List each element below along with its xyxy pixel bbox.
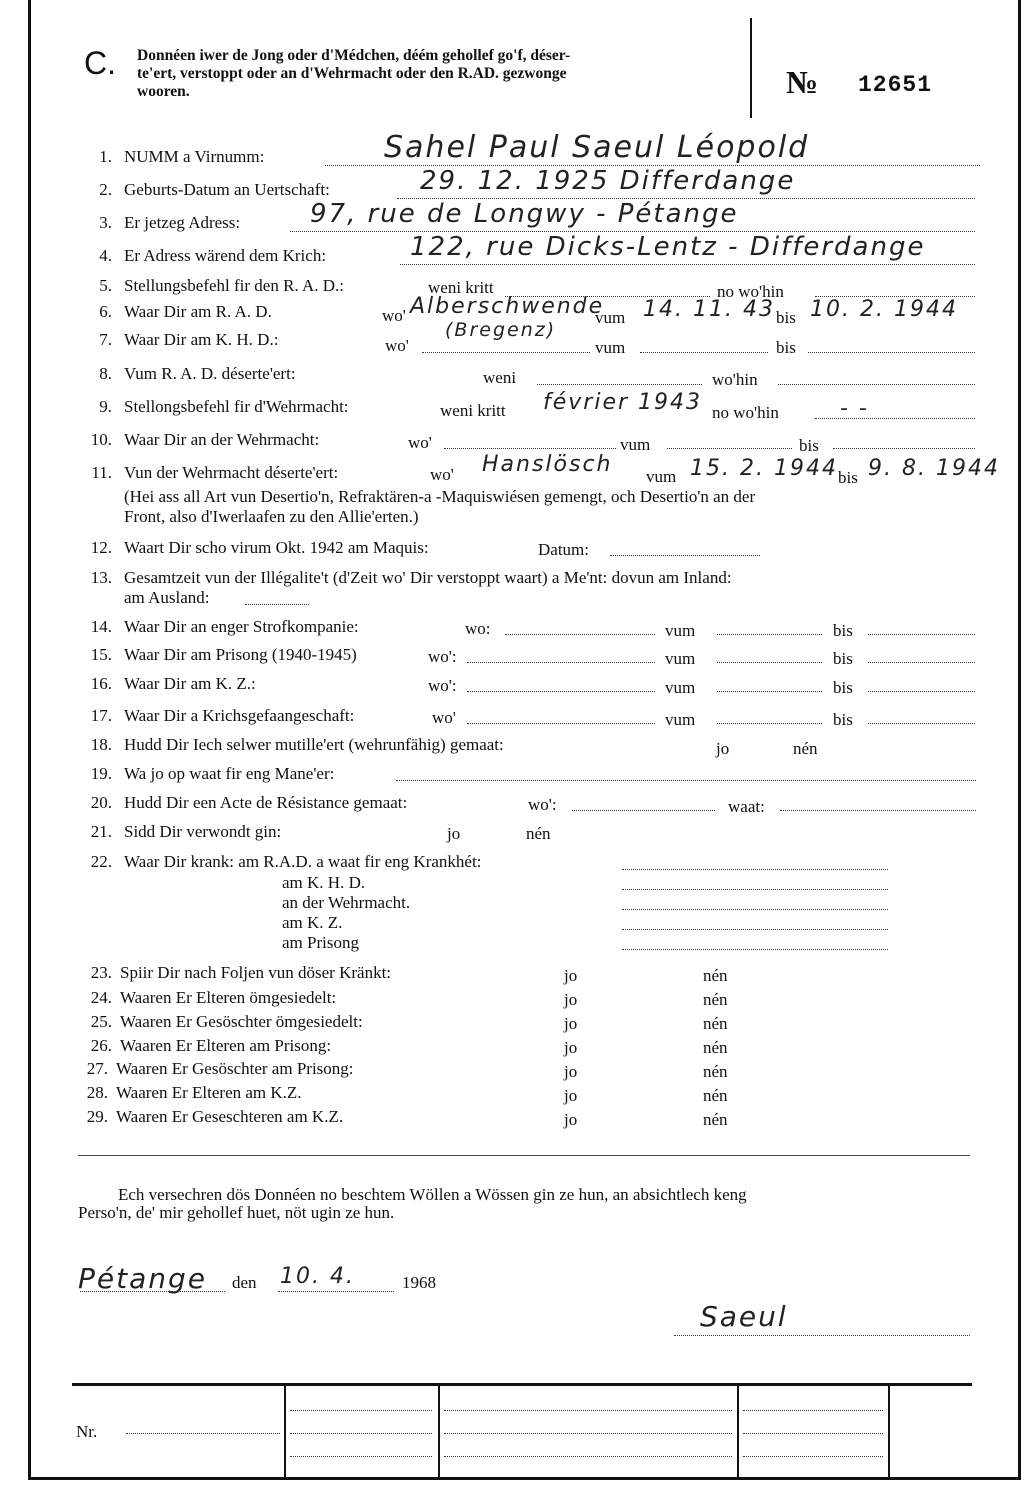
declaration-line-2: Perso'n, de' mir gehollef huet, nöt ugin ze hun. bbox=[78, 1203, 395, 1222]
form-border-left bbox=[28, 0, 31, 1480]
option-no: nén bbox=[703, 1110, 728, 1129]
row-label: Hudd Dir een Acte de Résistance gemaat: bbox=[124, 793, 408, 812]
row-label: Sidd Dir verwondt gin: bbox=[124, 822, 282, 841]
handwritten-war-address: 122, rue Dicks-Lentz - Differdange bbox=[410, 232, 926, 262]
row-number: 26. bbox=[90, 1036, 112, 1055]
row-number: 6. bbox=[99, 302, 112, 321]
table-column-line bbox=[284, 1385, 286, 1479]
row-number: 9. bbox=[99, 397, 112, 416]
option-yes: jo bbox=[564, 1110, 578, 1129]
row-number: 2. bbox=[99, 180, 112, 199]
fill-line bbox=[467, 691, 655, 692]
handwritten-order-dest: - - bbox=[840, 396, 869, 421]
fill-line bbox=[126, 1433, 280, 1434]
option-no: nén bbox=[703, 1038, 728, 1057]
row-number: 23. bbox=[90, 963, 112, 982]
fill-line bbox=[808, 352, 975, 353]
handwritten-desertion-place: Hanslösch bbox=[482, 452, 613, 477]
fill-line bbox=[290, 1410, 432, 1411]
field-label: bis bbox=[833, 649, 853, 668]
fill-line bbox=[717, 634, 822, 635]
option-yes: jo bbox=[564, 1014, 578, 1033]
field-label: bis bbox=[833, 678, 853, 697]
row-number: 15. bbox=[90, 645, 112, 664]
row-number: 18. bbox=[90, 735, 112, 754]
field-label: waat: bbox=[728, 797, 765, 816]
field-label: wo'hin bbox=[712, 370, 758, 389]
table-top-border bbox=[72, 1383, 972, 1386]
row-label: Stellungsbefehl fir den R. A. D.: bbox=[124, 276, 345, 295]
fill-line bbox=[868, 662, 975, 663]
row-number: 14. bbox=[90, 617, 112, 636]
row-label: Waar Dir am Prisong (1940-1945) bbox=[124, 645, 357, 664]
fill-line bbox=[622, 929, 888, 930]
fill-line bbox=[610, 555, 760, 556]
row-number: 1. bbox=[99, 147, 112, 166]
row-number: 12. bbox=[90, 538, 112, 557]
row-label: Waaren Er Gesöschter am Prisong: bbox=[116, 1059, 354, 1078]
fill-line bbox=[400, 264, 975, 265]
row-label: Waaren Er Elteren am K.Z. bbox=[116, 1083, 302, 1102]
form-title-line-1: Donnéen iwer de Jong oder d'Médchen, déém gehollef go'f, déser- bbox=[137, 47, 571, 64]
handwritten-rad-to: 10. 2. 1944 bbox=[810, 297, 958, 322]
section-letter: C. bbox=[84, 45, 116, 81]
row-number: 19. bbox=[90, 764, 112, 783]
row-number: 17. bbox=[90, 706, 112, 725]
row-number: 7. bbox=[99, 330, 112, 349]
row-number: 29. bbox=[86, 1107, 108, 1126]
fill-line bbox=[622, 889, 888, 890]
row-label: NUMM a Virnumm: bbox=[124, 147, 265, 166]
field-label: bis bbox=[776, 338, 796, 357]
field-label: Datum: bbox=[538, 540, 589, 559]
handwritten-name: Sahel Paul Saeul Léopold bbox=[384, 130, 810, 165]
field-label: bis bbox=[833, 710, 853, 729]
row-label: Spiir Dir nach Foljen vun döser Kränkt: bbox=[120, 963, 392, 982]
row-number: 13. bbox=[90, 568, 112, 587]
fill-line bbox=[640, 352, 768, 353]
field-label: wo' bbox=[432, 708, 456, 727]
field-label: no wo'hin bbox=[712, 403, 779, 422]
fill-line bbox=[622, 909, 888, 910]
row-label: Gesamtzeit vun der Illégalite't (d'Zeit wo' Dir verstoppt waart) a Me'nt: dovun am Inland: bbox=[124, 568, 732, 587]
sub-label: am Prisong bbox=[282, 933, 359, 952]
option-no: nén bbox=[703, 1062, 728, 1081]
row-number: 25. bbox=[90, 1012, 112, 1031]
field-label: bis bbox=[799, 436, 819, 455]
fill-line bbox=[717, 691, 822, 692]
row-label: Waaren Er Gesöschter ömgesiedelt: bbox=[120, 1012, 363, 1031]
fill-line bbox=[80, 1291, 225, 1292]
number-sign: № bbox=[786, 64, 819, 100]
field-label: vum bbox=[665, 678, 696, 697]
nr-label: Nr. bbox=[76, 1422, 98, 1441]
option-yes: jo bbox=[564, 1038, 578, 1057]
row-label: Wa jo op waat fir eng Mane'er: bbox=[124, 764, 335, 783]
field-label: vum bbox=[620, 435, 651, 454]
row-label: Waar Dir a Krichsgefaangeschaft: bbox=[124, 706, 355, 725]
row-label: Hudd Dir Iech selwer mutille'ert (wehrunfähig) gemaat: bbox=[124, 735, 504, 754]
field-label: vum bbox=[595, 338, 626, 357]
field-label: am Ausland: bbox=[124, 588, 210, 607]
option-no: nén bbox=[526, 824, 551, 843]
fill-line bbox=[815, 418, 975, 419]
fill-line bbox=[444, 1456, 732, 1457]
handwritten-address: 97, rue de Longwy - Pétange bbox=[310, 199, 739, 229]
declaration-line-1: Ech versechren dös Donnéen no beschtem Wöllen a Wössen gin ze hun, an absichtlech keng bbox=[118, 1185, 747, 1204]
fill-line bbox=[743, 1433, 883, 1434]
section-divider bbox=[78, 1155, 970, 1156]
row-label: Geburts-Datum an Uertschaft: bbox=[124, 180, 330, 199]
row-label: Waaren Er Elteren am Prisong: bbox=[120, 1036, 332, 1055]
fill-line bbox=[396, 780, 976, 781]
fill-line bbox=[717, 723, 822, 724]
handwritten-desertion-to: 9. 8. 1944 bbox=[868, 456, 1000, 481]
row-label: Waar Dir an enger Strofkompanie: bbox=[124, 617, 359, 636]
row-number: 11. bbox=[91, 463, 112, 482]
field-label: vum bbox=[595, 308, 626, 327]
form-title-line-2: te'ert, verstoppt oder an d'Wehrmacht oder den R.AD. gezwonge bbox=[137, 65, 567, 82]
form-title-line-3: wooren. bbox=[137, 83, 190, 100]
fill-line bbox=[278, 1291, 394, 1292]
table-column-line bbox=[438, 1385, 440, 1479]
row-number: 21. bbox=[90, 822, 112, 841]
field-label: wo': bbox=[428, 647, 457, 666]
row-label: Vun der Wehrmacht déserte'ert: bbox=[124, 463, 339, 482]
row-label: Vum R. A. D. déserte'ert: bbox=[124, 364, 296, 383]
fill-line bbox=[444, 1410, 732, 1411]
field-label: weni bbox=[483, 368, 517, 387]
year: 1968 bbox=[402, 1273, 436, 1292]
handwritten-rad-place: Alberschwende bbox=[410, 294, 605, 319]
fill-line bbox=[245, 604, 309, 605]
fill-line bbox=[290, 1456, 432, 1457]
handwritten-order-date: février 1943 bbox=[543, 390, 703, 415]
row-number: 20. bbox=[90, 793, 112, 812]
option-yes: jo bbox=[564, 990, 578, 1009]
field-label: vum bbox=[665, 621, 696, 640]
fill-line bbox=[622, 949, 888, 950]
field-label: no wo'hin bbox=[717, 282, 784, 301]
row-number: 24. bbox=[90, 988, 112, 1007]
row-label: Waar Dir am R. A. D. bbox=[124, 302, 272, 321]
fill-line bbox=[868, 634, 975, 635]
fill-line bbox=[572, 810, 715, 811]
option-no: nén bbox=[703, 1014, 728, 1033]
option-no: nén bbox=[793, 739, 818, 758]
field-label: vum bbox=[665, 710, 696, 729]
row-label: Waar Dir an der Wehrmacht: bbox=[124, 430, 320, 449]
fill-line bbox=[537, 384, 702, 385]
fill-line bbox=[622, 869, 888, 870]
fill-line bbox=[290, 1433, 432, 1434]
field-label: wo': bbox=[528, 795, 557, 814]
field-label: wo' bbox=[408, 433, 432, 452]
handwritten-birth: 29. 12. 1925 Differdange bbox=[420, 166, 796, 196]
option-no: nén bbox=[703, 990, 728, 1009]
option-yes: jo bbox=[716, 739, 730, 758]
row-label: Waar Dir krank: am R.A.D. a waat fir eng Krankhét: bbox=[124, 852, 482, 871]
field-label: wo' bbox=[385, 336, 409, 355]
option-no: nén bbox=[703, 1086, 728, 1105]
field-label: weni kritt bbox=[440, 401, 506, 420]
signature-line bbox=[674, 1335, 970, 1336]
row-number: 28. bbox=[86, 1083, 108, 1102]
row-number: 10. bbox=[90, 430, 112, 449]
row-note: (Hei ass all Art vun Desertio'n, Refraktären-a -Maquiswiésen gemengt, och Desertio'n an der bbox=[124, 487, 756, 506]
row-label: Waar Dir am K. Z.: bbox=[124, 674, 256, 693]
form-title bbox=[137, 47, 737, 101]
row-note: Front, also d'Iwerlaafen zu den Allie'erten.) bbox=[124, 507, 419, 526]
fill-line bbox=[868, 723, 975, 724]
handwritten-desertion-from: 15. 2. 1944 bbox=[690, 456, 838, 481]
fill-line bbox=[833, 448, 975, 449]
date-prefix: den bbox=[232, 1273, 257, 1292]
field-label: wo' bbox=[430, 465, 454, 484]
row-label: Waar Dir am K. H. D.: bbox=[124, 330, 279, 349]
handwritten-date: 10. 4. bbox=[280, 1264, 355, 1289]
table-column-line bbox=[737, 1385, 739, 1479]
row-number: 5. bbox=[99, 276, 112, 295]
fill-line bbox=[717, 662, 822, 663]
sub-label: an der Wehrmacht. bbox=[282, 893, 411, 912]
fill-line bbox=[868, 691, 975, 692]
row-label: Waart Dir scho virum Okt. 1942 am Maquis: bbox=[124, 538, 429, 557]
form-number: 12651 bbox=[858, 72, 933, 98]
field-label: weni kritt bbox=[428, 278, 494, 297]
field-label: wo': bbox=[428, 676, 457, 695]
handwritten-rad-from: 14. 11. 43 bbox=[643, 297, 775, 322]
row-label: Waaren Er Geseschteren am K.Z. bbox=[116, 1107, 344, 1126]
sub-label: am K. H. D. bbox=[282, 873, 366, 892]
table-column-line bbox=[888, 1385, 890, 1479]
fill-line bbox=[743, 1410, 883, 1411]
form-border-right bbox=[1018, 0, 1021, 1480]
handwritten-place: Pétange bbox=[78, 1262, 207, 1295]
fill-line bbox=[505, 634, 655, 635]
row-label: Er jetzeg Adress: bbox=[124, 213, 241, 232]
fill-line bbox=[444, 448, 616, 449]
fill-line bbox=[444, 1433, 732, 1434]
header-divider bbox=[750, 18, 752, 118]
fill-line bbox=[778, 384, 975, 385]
row-label: Er Adress wärend dem Krich: bbox=[124, 246, 327, 265]
field-label: vum bbox=[665, 649, 696, 668]
row-label: Waaren Er Elteren ömgesiedelt: bbox=[120, 988, 337, 1007]
signature: Saeul bbox=[700, 1300, 788, 1333]
field-label: wo' bbox=[382, 306, 406, 325]
option-no: nén bbox=[703, 966, 728, 985]
option-yes: jo bbox=[564, 1086, 578, 1105]
form-border-bottom bbox=[28, 1477, 1021, 1480]
option-yes: jo bbox=[564, 1062, 578, 1081]
fill-line bbox=[667, 448, 792, 449]
fill-line bbox=[780, 810, 976, 811]
option-yes: jo bbox=[564, 966, 578, 985]
handwritten-khd-place: (Bregenz) bbox=[445, 319, 557, 341]
row-label: Stellongsbefehl fir d'Wehrmacht: bbox=[124, 397, 349, 416]
fill-line bbox=[467, 662, 655, 663]
field-label: vum bbox=[646, 467, 677, 486]
field-label: bis bbox=[833, 621, 853, 640]
row-number: 27. bbox=[86, 1059, 108, 1078]
row-number: 22. bbox=[90, 852, 112, 871]
field-label: bis bbox=[838, 468, 858, 487]
fill-line bbox=[422, 352, 590, 353]
row-number: 16. bbox=[90, 674, 112, 693]
fill-line bbox=[743, 1456, 883, 1457]
row-number: 3. bbox=[99, 213, 112, 232]
option-yes: jo bbox=[447, 824, 461, 843]
field-label: wo: bbox=[465, 619, 491, 638]
sub-label: am K. Z. bbox=[282, 913, 343, 932]
row-number: 8. bbox=[99, 364, 112, 383]
field-label: bis bbox=[776, 308, 796, 327]
row-number: 4. bbox=[99, 246, 112, 265]
fill-line bbox=[467, 723, 655, 724]
